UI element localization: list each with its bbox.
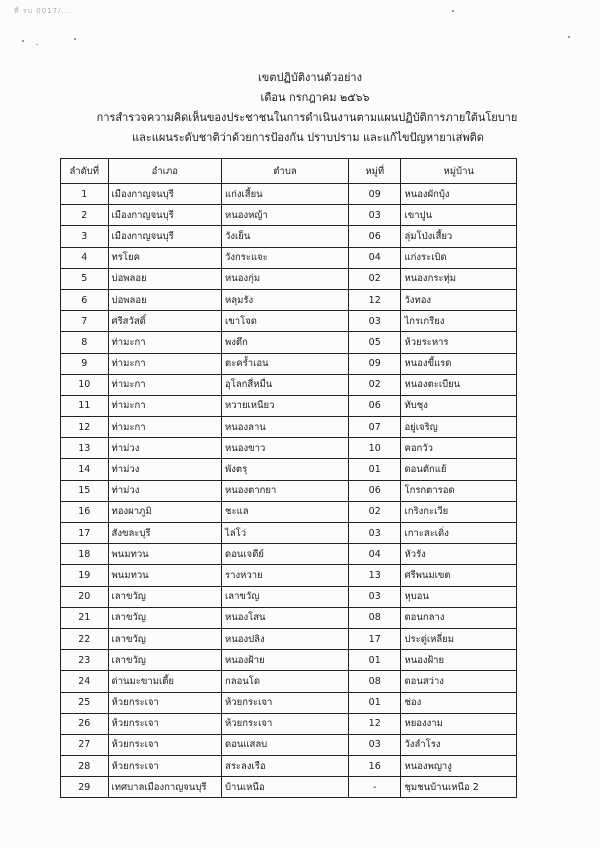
document-subtitle-line-1: การสำรวจความคิดเห็นของประชาชนในการดำเนินงานตามแผนปฏิบัติการภายใต้นโยบาย	[96, 111, 518, 124]
cell-district: เลาขวัญ	[108, 586, 221, 607]
cell-village-no: 10	[348, 438, 400, 459]
cell-village: หยองงาม	[401, 713, 517, 734]
cell-order: 26	[61, 713, 109, 734]
table-row	[61, 205, 517, 226]
cell-village: เกาะสะเดิ่ง	[401, 523, 517, 544]
cell-district: ศรีสวัสดิ์	[108, 311, 221, 332]
cell-subdistrict: หนองโสน	[222, 607, 349, 628]
cell-district: ท่าม่วง	[108, 480, 221, 501]
cell-district: เลาขวัญ	[108, 607, 221, 628]
cell-district: ท่ามะกา	[108, 332, 221, 353]
cell-order: 2	[61, 205, 109, 226]
cell-village-no: 06	[348, 226, 400, 247]
cell-village: หนองผักบุ้ง	[401, 184, 517, 205]
cell-order: 27	[61, 734, 109, 755]
cell-village-no: 08	[348, 607, 400, 628]
table-row	[61, 226, 517, 247]
cell-village: ดอนตักแย้	[401, 459, 517, 480]
cell-subdistrict: เขาโจด	[222, 311, 349, 332]
cell-district: เลาขวัญ	[108, 628, 221, 649]
cell-district: ทองผาภูมิ	[108, 501, 221, 522]
cell-village-no: 06	[348, 480, 400, 501]
header-note: ที่ รบ 0017/...	[14, 7, 72, 15]
cell-subdistrict: พังตรุ	[222, 459, 349, 480]
cell-village-no: 16	[348, 756, 400, 777]
cell-district: ท่าม่วง	[108, 438, 221, 459]
cell-order: 18	[61, 544, 109, 565]
cell-order: 8	[61, 332, 109, 353]
cell-village: หนองตะเบียน	[401, 374, 517, 395]
cell-district: ท่ามะกา	[108, 395, 221, 416]
cell-village: ไกรเกรียง	[401, 311, 517, 332]
cell-order: 25	[61, 692, 109, 713]
cell-order: 24	[61, 671, 109, 692]
scan-speck	[74, 38, 76, 40]
cell-district: ห้วยกระเจา	[108, 713, 221, 734]
cell-village-no: 03	[348, 586, 400, 607]
cell-village: เกริงกะเวีย	[401, 501, 517, 522]
cell-order: 19	[61, 565, 109, 586]
cell-village-no: 09	[348, 184, 400, 205]
cell-order: 9	[61, 353, 109, 374]
table-row	[61, 671, 517, 692]
cell-order: 15	[61, 480, 109, 501]
table-row	[61, 628, 517, 649]
cell-village: หนองขี้แรด	[401, 353, 517, 374]
cell-order: 22	[61, 628, 109, 649]
cell-village-no: 09	[348, 353, 400, 374]
cell-village: ลุ่มโป่งเสี้ยว	[401, 226, 517, 247]
cell-subdistrict: ไล่โว่	[222, 523, 349, 544]
cell-subdistrict: หนองฝ้าย	[222, 650, 349, 671]
table-row	[61, 438, 517, 459]
cell-subdistrict: ห้วยกระเจา	[222, 692, 349, 713]
cell-village: ดอนสว่าง	[401, 671, 517, 692]
scan-speck	[36, 44, 38, 45]
cell-order: 12	[61, 417, 109, 438]
cell-village: ประดู่เหลี่ยม	[401, 628, 517, 649]
cell-subdistrict: รางหวาย	[222, 565, 349, 586]
document-heading	[0, 68, 600, 148]
cell-village-no: 04	[348, 544, 400, 565]
cell-subdistrict: หนองขาว	[222, 438, 349, 459]
cell-village: อยู่เจริญ	[401, 417, 517, 438]
cell-village-no: 02	[348, 501, 400, 522]
cell-subdistrict: ชะแล	[222, 501, 349, 522]
cell-village: โกรกตารอด	[401, 480, 517, 501]
cell-subdistrict: หนองปลิง	[222, 628, 349, 649]
cell-order: 23	[61, 650, 109, 671]
cell-village: หัวรัง	[401, 544, 517, 565]
column-header-district: อำเภอ	[108, 159, 221, 184]
cell-district: พนมทวน	[108, 565, 221, 586]
column-header-village-no: หมู่ที่	[348, 159, 400, 184]
cell-order: 17	[61, 523, 109, 544]
cell-village: หนองพญางู	[401, 756, 517, 777]
cell-village: วังลำโรง	[401, 734, 517, 755]
table-row	[61, 268, 517, 289]
table-row	[61, 184, 517, 205]
cell-village: หุบอน	[401, 586, 517, 607]
cell-village-no: 03	[348, 734, 400, 755]
scan-speck	[452, 10, 454, 12]
cell-district: พนมทวน	[108, 544, 221, 565]
cell-village: ศรีพนมเขต	[401, 565, 517, 586]
cell-district: ท่าม่วง	[108, 459, 221, 480]
cell-order: 11	[61, 395, 109, 416]
cell-district: ห้วยกระเจา	[108, 756, 221, 777]
cell-village-no: 17	[348, 628, 400, 649]
cell-subdistrict: แก่งเสี้ยน	[222, 184, 349, 205]
table-row	[61, 459, 517, 480]
table-row	[61, 586, 517, 607]
cell-subdistrict: สระลงเรือ	[222, 756, 349, 777]
document-subtitle-line-2: และแผนระดับชาติว่าด้วยการป้องกัน ปราบปราม และแก้ไขปัญหายาเสพติด	[132, 131, 484, 144]
village-table	[60, 158, 517, 798]
cell-village-no: 12	[348, 289, 400, 310]
cell-district: สังขละบุรี	[108, 523, 221, 544]
cell-district: ด่านมะขามเตี้ย	[108, 671, 221, 692]
cell-district: เมืองกาญจนบุรี	[108, 205, 221, 226]
table-row	[61, 374, 517, 395]
cell-village: วังทอง	[401, 289, 517, 310]
table-header-row	[61, 159, 517, 184]
cell-subdistrict: ดอนแสลบ	[222, 734, 349, 755]
cell-subdistrict: หนองลาน	[222, 417, 349, 438]
cell-order: 28	[61, 756, 109, 777]
table-row	[61, 565, 517, 586]
cell-order: 5	[61, 268, 109, 289]
cell-order: 29	[61, 777, 109, 798]
cell-village-no: 08	[348, 671, 400, 692]
cell-order: 21	[61, 607, 109, 628]
cell-district: เลาขวัญ	[108, 650, 221, 671]
table-row	[61, 417, 517, 438]
cell-village-no: 02	[348, 268, 400, 289]
cell-district: บ่อพลอย	[108, 268, 221, 289]
cell-order: 3	[61, 226, 109, 247]
scan-speck	[22, 40, 24, 42]
cell-village-no: 01	[348, 650, 400, 671]
cell-subdistrict: วังเย็น	[222, 226, 349, 247]
cell-village: ชุมชนบ้านเหนือ 2	[401, 777, 517, 798]
scan-speck	[568, 36, 570, 38]
cell-village-no: 06	[348, 395, 400, 416]
cell-district: ท่ามะกา	[108, 374, 221, 395]
cell-village-no: 03	[348, 205, 400, 226]
cell-village-no: 12	[348, 713, 400, 734]
cell-subdistrict: เลาขวัญ	[222, 586, 349, 607]
cell-district: ห้วยกระเจา	[108, 692, 221, 713]
cell-village: ห้วยระหาร	[401, 332, 517, 353]
cell-subdistrict: หนองหญ้า	[222, 205, 349, 226]
table-row	[61, 480, 517, 501]
table-row	[61, 692, 517, 713]
cell-subdistrict: กลอนโด	[222, 671, 349, 692]
cell-village: ทับชุง	[401, 395, 517, 416]
table-row	[61, 247, 517, 268]
table-row	[61, 353, 517, 374]
cell-district: ทรโยค	[108, 247, 221, 268]
cell-village: ช่อง	[401, 692, 517, 713]
cell-order: 1	[61, 184, 109, 205]
table-row	[61, 734, 517, 755]
cell-district: ห้วยกระเจา	[108, 734, 221, 755]
cell-subdistrict: หนองตากยา	[222, 480, 349, 501]
cell-village-no: 07	[348, 417, 400, 438]
cell-village: หนองกระทุ่ม	[401, 268, 517, 289]
table-row	[61, 756, 517, 777]
table-row	[61, 650, 517, 671]
cell-village-no: 13	[348, 565, 400, 586]
cell-district: ท่ามะกา	[108, 353, 221, 374]
cell-order: 4	[61, 247, 109, 268]
cell-village-no: 05	[348, 332, 400, 353]
cell-village-no: 02	[348, 374, 400, 395]
cell-village-no: 01	[348, 459, 400, 480]
table-row	[61, 777, 517, 798]
cell-order: 16	[61, 501, 109, 522]
cell-subdistrict: หนองกุ่ม	[222, 268, 349, 289]
cell-village: เขาปูน	[401, 205, 517, 226]
table-row	[61, 501, 517, 522]
cell-order: 14	[61, 459, 109, 480]
cell-district: บ่อพลอย	[108, 289, 221, 310]
cell-district: ท่ามะกา	[108, 417, 221, 438]
column-header-order: ลำดับที่	[61, 159, 109, 184]
cell-village-no: 04	[348, 247, 400, 268]
cell-village: หนองฝ้าย	[401, 650, 517, 671]
table-row	[61, 311, 517, 332]
cell-order: 7	[61, 311, 109, 332]
cell-subdistrict: หวายเหนียว	[222, 395, 349, 416]
table-row	[61, 289, 517, 310]
cell-order: 10	[61, 374, 109, 395]
table-row	[61, 544, 517, 565]
table-row	[61, 713, 517, 734]
cell-subdistrict: พงตึก	[222, 332, 349, 353]
cell-village-no: 03	[348, 523, 400, 544]
cell-village: คอกวัว	[401, 438, 517, 459]
table-row	[61, 332, 517, 353]
document-title: เขตปฏิบัติงานตัวอย่าง	[258, 71, 362, 84]
cell-order: 20	[61, 586, 109, 607]
table-row	[61, 607, 517, 628]
cell-subdistrict: ห้วยกระเจา	[222, 713, 349, 734]
document-month: เดือน กรกฎาคม ๒๕๖๖	[260, 91, 370, 104]
cell-village: ดอนกลาง	[401, 607, 517, 628]
cell-subdistrict: ตะคร้ำเอน	[222, 353, 349, 374]
table-row	[61, 523, 517, 544]
cell-village-no: 01	[348, 692, 400, 713]
cell-village-no: -	[348, 777, 400, 798]
cell-district: เทศบาลเมืองกาญจนบุรี	[108, 777, 221, 798]
cell-order: 6	[61, 289, 109, 310]
column-header-village: หมู่บ้าน	[401, 159, 517, 184]
cell-subdistrict: ดอนเจดีย์	[222, 544, 349, 565]
column-header-subdistrict: ตำบล	[222, 159, 349, 184]
cell-order: 13	[61, 438, 109, 459]
cell-subdistrict: วังกระแจะ	[222, 247, 349, 268]
cell-subdistrict: หลุมรัง	[222, 289, 349, 310]
table-row	[61, 395, 517, 416]
cell-district: เมืองกาญจนบุรี	[108, 184, 221, 205]
cell-village: แก่งระเบิด	[401, 247, 517, 268]
cell-subdistrict: อุโลกสี่หมื่น	[222, 374, 349, 395]
cell-district: เมืองกาญจนบุรี	[108, 226, 221, 247]
cell-village-no: 03	[348, 311, 400, 332]
cell-subdistrict: บ้านเหนือ	[222, 777, 349, 798]
